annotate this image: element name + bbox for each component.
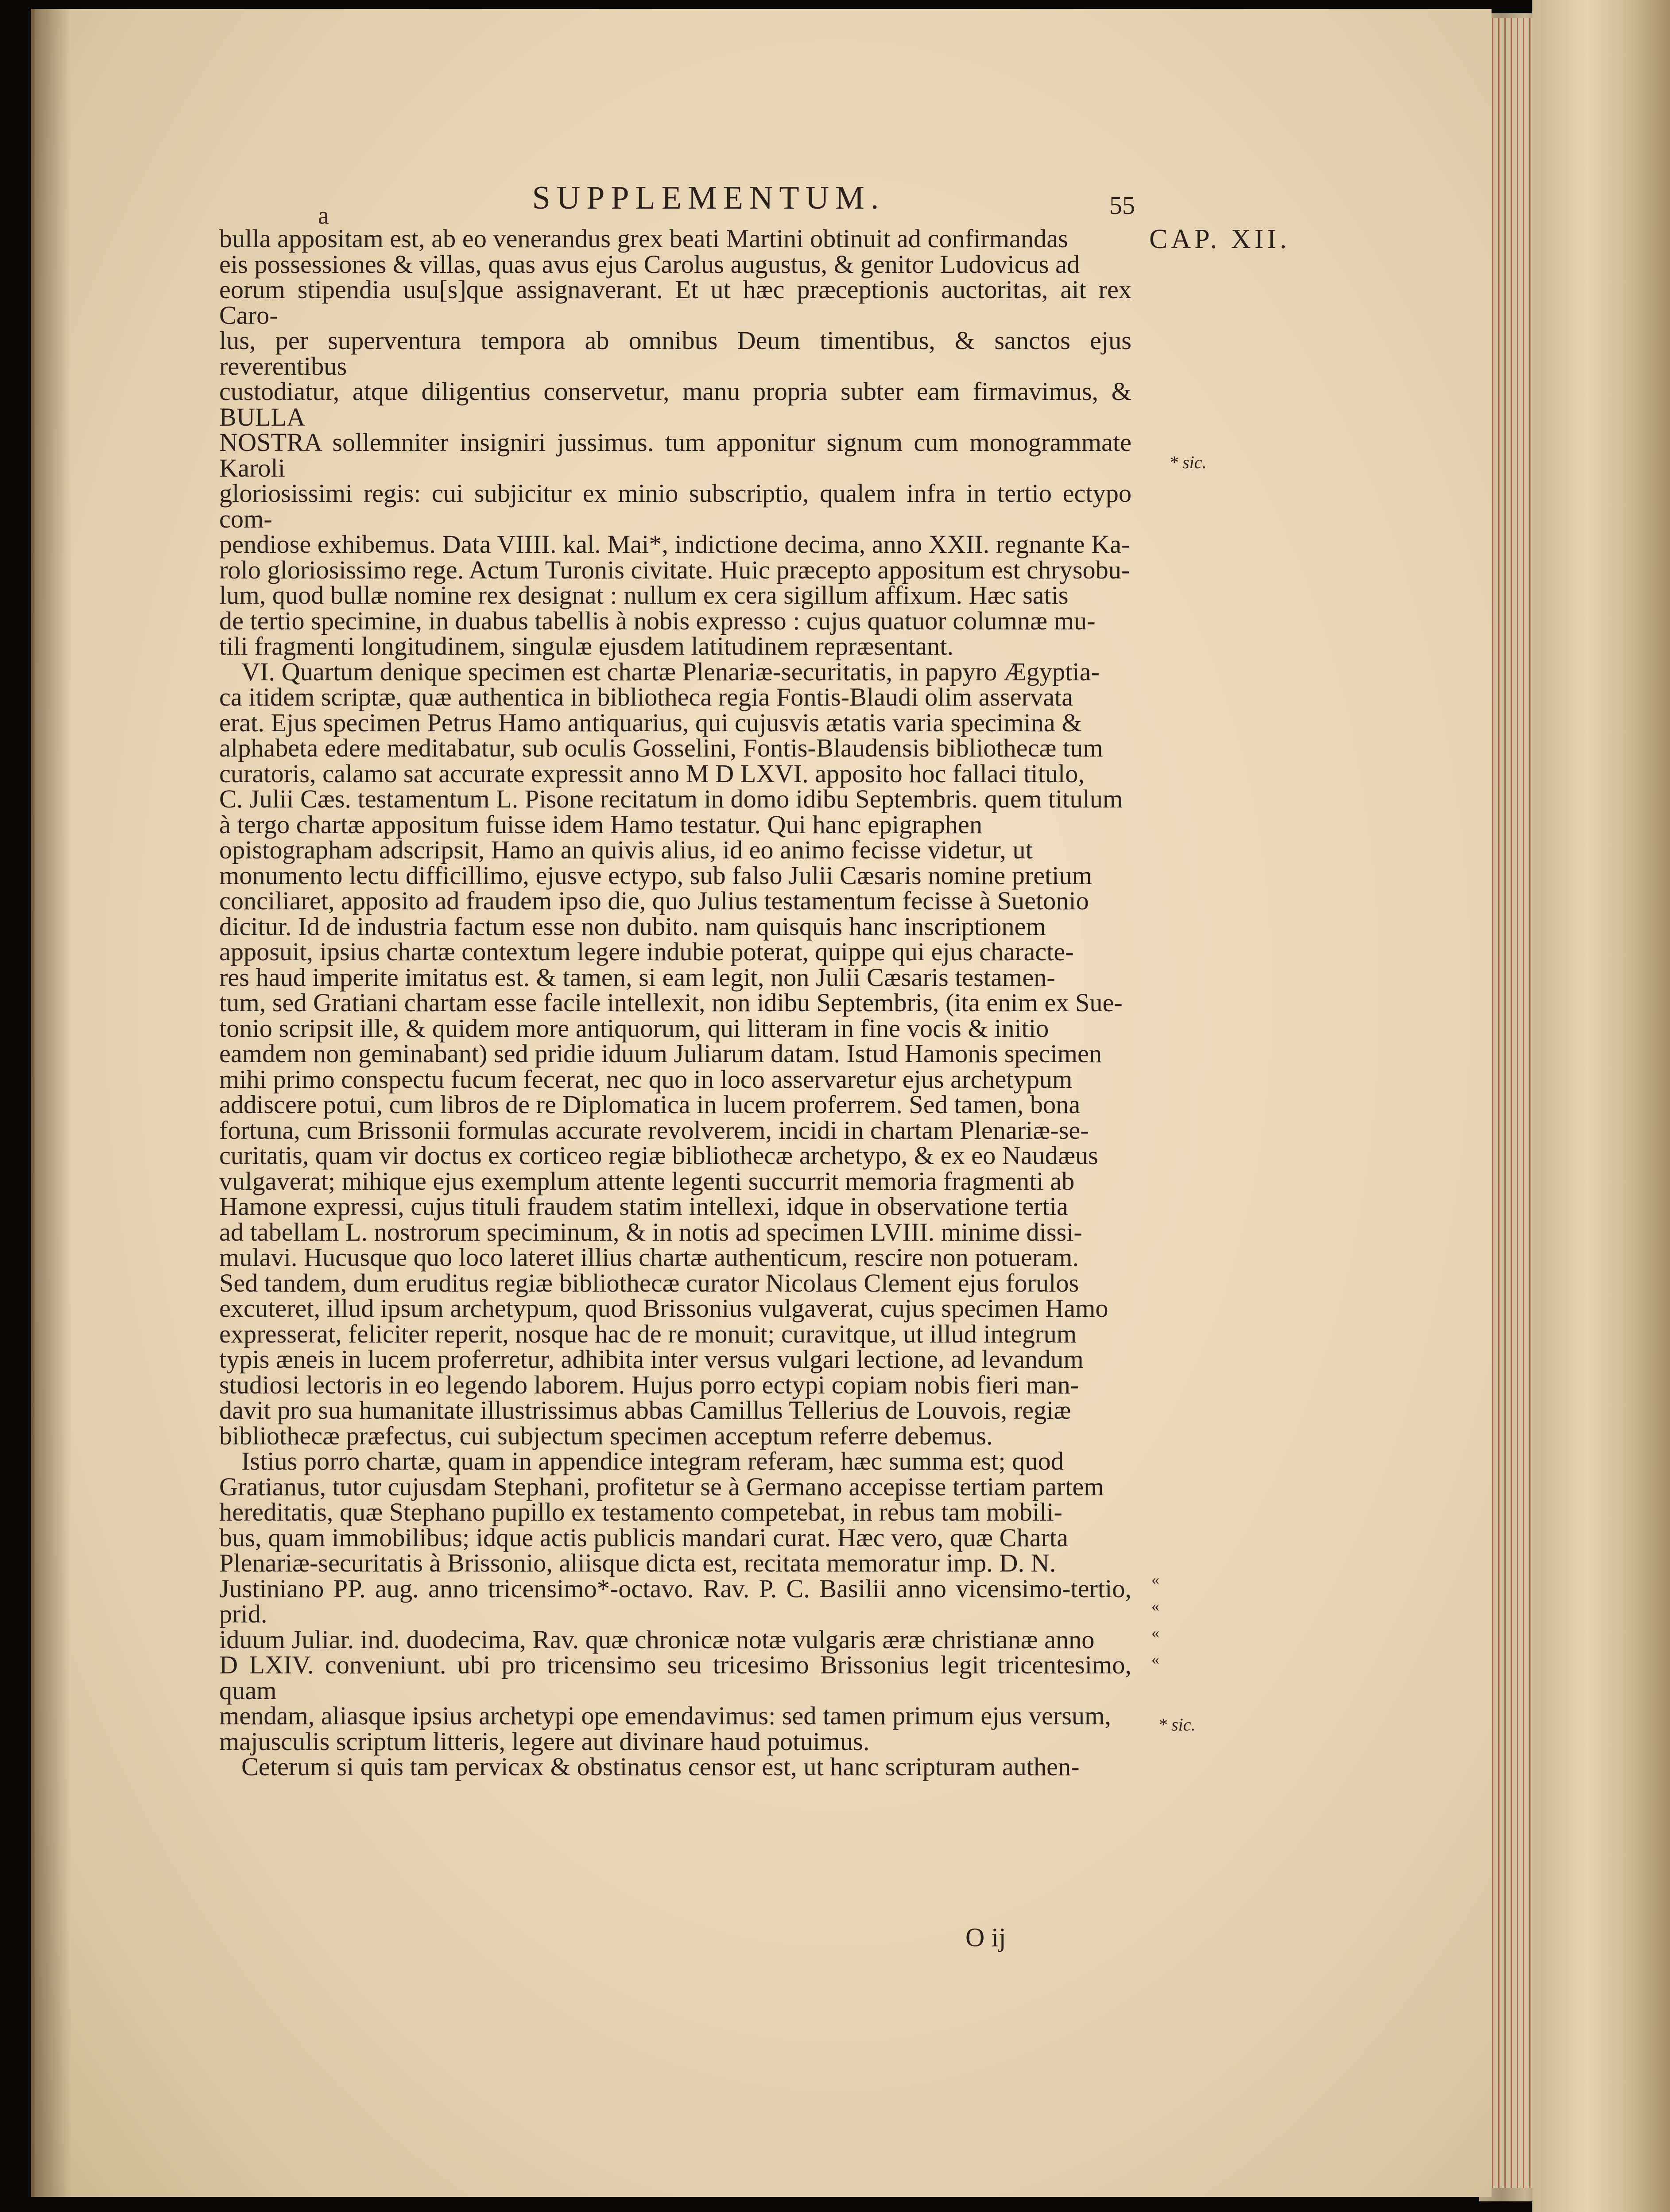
text-line: curatoris, calamo sat accurate expressit anno M D LXVI. apposito hoc fallaci titulo,	[219, 759, 1085, 788]
text-line: tili fragmenti longitudinem, singulæ ejusdem latitudinem repræsentant.	[219, 632, 953, 660]
text-line: mulavi. Hucusque quo loco lateret illius chartæ authenticum, rescire non potueram.	[219, 1243, 1079, 1272]
text-line: rolo gloriosissimo rege. Actum Turonis civitate. Huic præcepto appositum est chrysobu-	[219, 555, 1130, 584]
text-line: monumento lectu difficillimo, ejusve ectypo, sub falso Julii Cæsaris nomine pretium	[219, 861, 1093, 890]
text-line: Hamone expressi, cujus tituli fraudem statim intellexi, idque in observatione tertia	[219, 1192, 1068, 1221]
text-line: vulgaverat; mihique ejus exemplum attente legenti succurrit memoria fragmenti ab	[219, 1166, 1075, 1195]
text-line: bulla appositam est, ab eo venerandus grex beati Martini obtinuit ad confirmandas	[219, 224, 1068, 253]
text-line: Ceterum si quis tam pervicax & obstinatus censor est, ut hanc scripturam authen-	[241, 1752, 1080, 1781]
text-line: Gratianus, tutor cujusdam Stephani, profitetur se à Germano accepisse tertiam partem	[219, 1472, 1104, 1501]
text-line: davit pro sua humanitate illustrissimus abbas Camillus Tellerius de Louvois, regiæ	[219, 1396, 1071, 1424]
text-line: alphabeta edere meditabatur, sub oculis Gosselini, Fontis-Blaudensis bibliothecæ tum	[219, 733, 1103, 762]
book-cover-board	[1532, 0, 1670, 2212]
text-line: custodiatur, atque diligentius conservetur, manu propria subter eam firmavimus, & BULLA	[219, 377, 1131, 431]
text-line: ca itidem scriptæ, quæ authentica in bibliotheca regia Fontis-Blaudi olim asservata	[219, 683, 1073, 711]
text-line: ad tabellam L. nostrorum speciminum, & in notis ad specimen LVIII. minime dissi-	[219, 1217, 1082, 1246]
text-line: fortuna, cum Brissonii formulas accurate revolverem, incidi in chartam Plenariæ-se-	[219, 1115, 1089, 1145]
text-line: C. Julii Cæs. testamentum L. Pisone recitatum in domo idibu Septembris. quem titulum	[219, 784, 1123, 813]
text-line: tonio scripsit ille, & quidem more antiquorum, qui litteram in fine vocis & initio	[219, 1013, 1049, 1043]
gutter-shadow	[31, 9, 71, 2197]
text-line: tum, sed Gratiani chartam esse facile intellexit, non idibu Septembris, (ita enim ex Sue-	[219, 988, 1123, 1017]
text-line: gloriosissimi regis: cui subjicitur ex minio subscriptio, qualem infra in tertio ectypo com-	[219, 479, 1131, 533]
text-line: majusculis scriptum litteris, legere aut divinare haud potuimus.	[219, 1727, 870, 1756]
text-line: VI. Quartum denique specimen est chartæ Plenariæ-securitatis, in papyro Ægyptia-	[241, 657, 1100, 686]
margin-quote-mark: «	[1151, 1597, 1159, 1615]
text-line: pendiose exhibemus. Data VIIII. kal. Mai*, indictione decima, anno XXII. regnante Ka-	[219, 530, 1130, 559]
text-line: erat. Ejus specimen Petrus Hamo antiquarius, qui cujusvis ætatis varia specimina &	[219, 708, 1082, 737]
margin-quote-mark: «	[1151, 1650, 1159, 1668]
text-line: addiscere potui, cum libros de re Diplomatica in lucem proferrem. Sed tamen, bona	[219, 1090, 1081, 1119]
running-head: SUPPLEMENTUM.	[532, 180, 885, 216]
margin-note-sic: * sic.	[1158, 1715, 1196, 1735]
text-line: res haud imperite imitatus est. & tamen, si eam legit, non Julii Cæsaris testamen-	[219, 962, 1055, 992]
text-line: iduum Juliar. ind. duodecima, Rav. quæ chronicæ notæ vulgaris æræ christianæ anno	[219, 1625, 1095, 1654]
text-line: bibliothecæ præfectus, cui subjectum specimen acceptum referre debemus.	[219, 1421, 993, 1450]
text-line: Justiniano PP. aug. anno tricensimo*-octavo. Rav. P. C. Basilii anno vicensimo-tertio, prid.	[219, 1574, 1131, 1628]
text-line: lus, per superventura tempora ab omnibus Deum timentibus, & sanctos ejus reverentibus	[219, 326, 1131, 380]
margin-quote-mark: «	[1151, 1571, 1159, 1588]
text-line: Plenariæ-securitatis à Brissonio, aliisque dicta est, recitata memoratur imp. D. N.	[219, 1548, 1056, 1577]
text-line: mendam, aliasque ipsius archetypi ope emendavimus: sed tamen primum ejus versum,	[219, 1701, 1112, 1730]
body-text	[219, 226, 1131, 1780]
text-line: eamdem non geminabant) sed pridie iduum Juliarum datam. Istud Hamonis specimen	[219, 1039, 1102, 1068]
text-line: apposuit, ipsius chartæ contextum legere indubie poterat, quippe qui ejus characte-	[219, 937, 1074, 966]
text-line: eis possessiones & villas, quas avus ejus Carolus augustus, & genitor Ludovicus ad	[219, 249, 1080, 279]
chapter-heading: CAP. XII.	[1149, 224, 1290, 254]
handwritten-correction: a	[318, 202, 329, 229]
text-line: à tergo chartæ appositum fuisse idem Hamo testatur. Qui hanc epigraphen	[219, 810, 983, 839]
page-number: 55	[1109, 191, 1135, 220]
margin-quote-mark: «	[1151, 1624, 1159, 1642]
book-page-edges	[1486, 18, 1539, 2188]
text-line: curitatis, quam vir doctus ex corticeo regiæ bibliothecæ archetypo, & ex eo Naudæus	[219, 1141, 1098, 1170]
text-line: studiosi lectoris in eo legendo laborem. Hujus porro ectypi copiam nobis fieri man-	[219, 1370, 1079, 1399]
text-line: de tertio specimine, in duabus tabellis à nobis expresso : cujus quatuor columnæ mu-	[219, 606, 1096, 635]
margin-note-sic: * sic.	[1169, 452, 1207, 472]
text-line: NOSTRA sollemniter insigniri jussimus. tum apponitur signum cum monogrammate Karoli	[219, 428, 1131, 482]
text-line: expresserat, feliciter reperit, nosque hac de re monuit; curavitque, ut illud integrum	[219, 1319, 1077, 1348]
text-line: Sed tandem, dum eruditus regiæ bibliothecæ curator Nicolaus Clement ejus forulos	[219, 1268, 1079, 1297]
text-line: Istius porro chartæ, quam in appendice integram referam, hæc summa est; quod	[241, 1447, 1064, 1475]
text-line: mihi primo conspectu fucum fecerat, nec quo in loco asservaretur ejus archetypum	[219, 1064, 1073, 1094]
text-line: dicitur. Id de industria factum esse non dubito. nam quisquis hanc inscriptionem	[219, 912, 1046, 941]
text-line: excuteret, illud ipsum archetypum, quod Brissonius vulgaverat, cujus specimen Hamo	[219, 1294, 1108, 1323]
text-line: bus, quam immobilibus; idque actis publicis mandari curat. Hæc vero, quæ Charta	[219, 1523, 1068, 1552]
text-line: D LXIV. conveniunt. ubi pro tricensimo seu tricesimo Brissonius legit tricentesimo, quam	[219, 1650, 1131, 1705]
text-line: eorum stipendia usu[s]que assignaverant. Et ut hæc præceptionis auctoritas, ait rex Caro-	[219, 275, 1131, 330]
text-line: hereditatis, quæ Stephano pupillo ex testamento competebat, in rebus tam mobili-	[219, 1498, 1062, 1526]
signature-mark: O ij	[965, 1923, 1006, 1952]
text-line: conciliaret, apposito ad fraudem ipso die, quo Julius testamentum fecisse à Suetonio	[219, 886, 1089, 915]
text-line: typis æneis in lucem proferretur, adhibita inter versus vulgari lectione, ad levandum	[219, 1345, 1084, 1374]
text-line: lum, quod bullæ nomine rex designat : nullum ex cera sigillum affixum. Hæc satis	[219, 581, 1069, 609]
text-line: opistographam adscripsit, Hamo an quivis alius, id eo animo fecisse videtur, ut	[219, 835, 1033, 864]
